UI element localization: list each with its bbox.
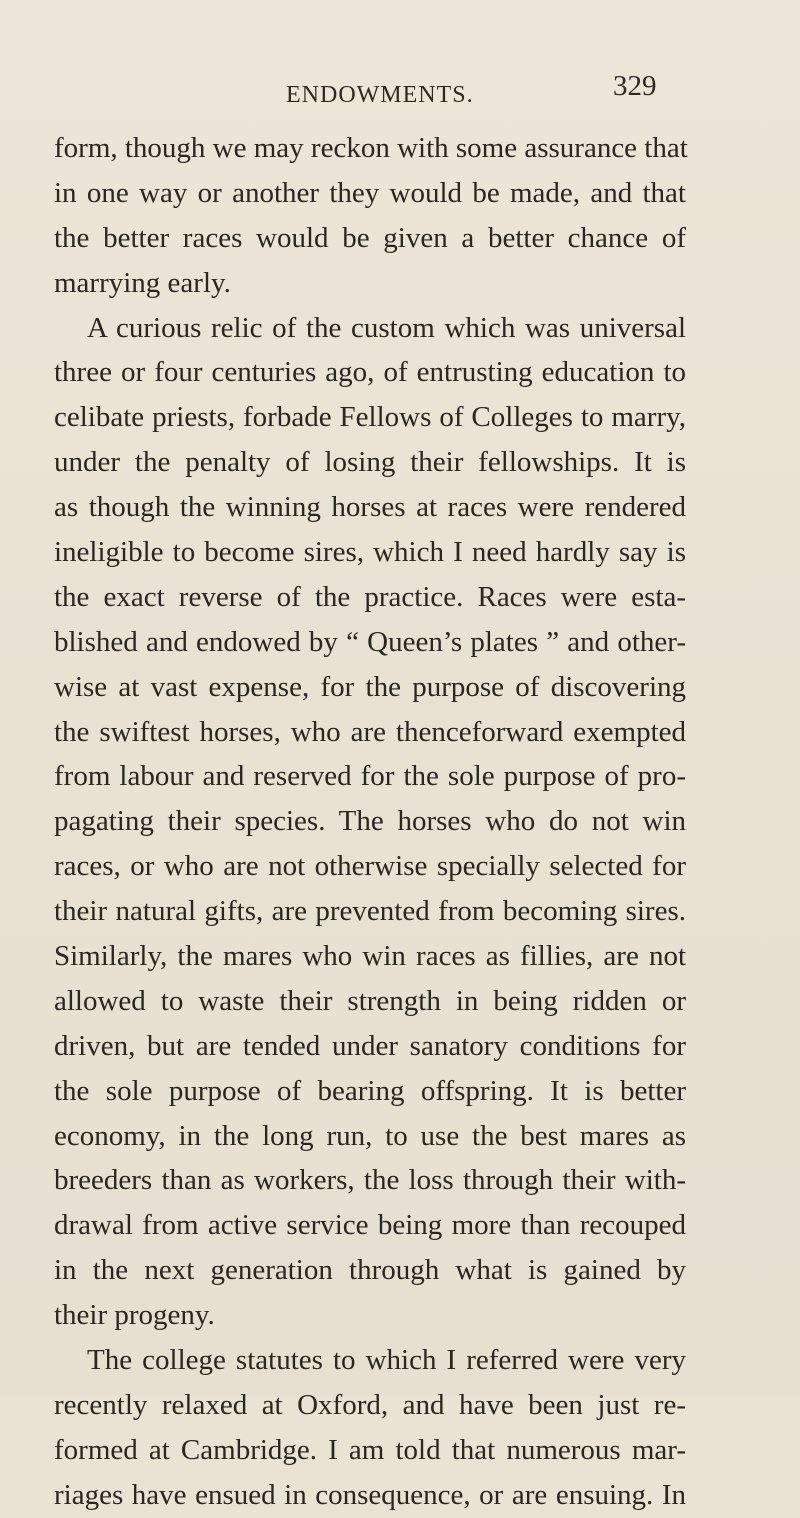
text-line: the exact reverse of the practice. Races were esta- [54,580,686,613]
text-line: blished and endowed by “ Queen’s plates ” and other- [54,625,686,658]
text-line: the sole purpose of bearing offspring. It is better [54,1074,686,1107]
text-line: three or four centuries ago, of entrusting education to [54,356,686,389]
text-line: pagating their species. The horses who do not win [54,805,686,838]
text-line: races, or who are not otherwise specially selected for [54,850,686,883]
text-line: as though the winning horses at races were rendered [54,491,686,524]
text-line: marrying early. [54,266,231,299]
text-line: A curious relic of the custom which was universal [87,311,686,344]
text-line: celibate priests, forbade Fellows of Colleges to marry, [54,401,686,434]
text-line: formed at Cambridge. I am told that numerous mar- [54,1433,686,1466]
text-line: The college statutes to which I referred were very [87,1344,686,1377]
text-line: in the next generation through what is gained by [54,1254,686,1287]
text-line: riages have ensued in consequence, or are ensuing. In [54,1478,686,1511]
text-line: form, though we may reckon with some assurance that [54,132,688,164]
text-line: their natural gifts, are prevented from becoming sires. [54,895,686,928]
text-line: their progeny. [54,1299,215,1332]
text-line: drawal from active service being more than recouped [54,1209,686,1242]
text-line: the swiftest horses, who are thenceforward exempted [54,715,686,748]
text-line: ineligible to become sires, which I need hardly say is [54,536,686,569]
text-line: recently relaxed at Oxford, and have been just re- [54,1388,686,1421]
body-text [54,126,686,1518]
text-line: breeders than as workers, the loss through their with- [54,1164,686,1197]
text-line: from labour and reserved for the sole purpose of pro- [54,760,686,793]
text-line: the better races would be given a better chance of [54,221,686,254]
page-number: 329 [613,70,657,102]
text-line: under the penalty of losing their fellowships. It is [54,446,686,479]
running-head: ENDOWMENTS. [286,82,474,108]
text-line: in one way or another they would be made, and that [54,176,686,209]
text-line: wise at vast expense, for the purpose of discovering [54,670,686,703]
text-line: Similarly, the mares who win races as fillies, are not [54,940,686,973]
text-line: driven, but are tended under sanatory conditions for [54,1029,686,1062]
text-line: economy, in the long run, to use the best mares as [54,1119,686,1152]
text-line: allowed to waste their strength in being ridden or [54,984,686,1017]
